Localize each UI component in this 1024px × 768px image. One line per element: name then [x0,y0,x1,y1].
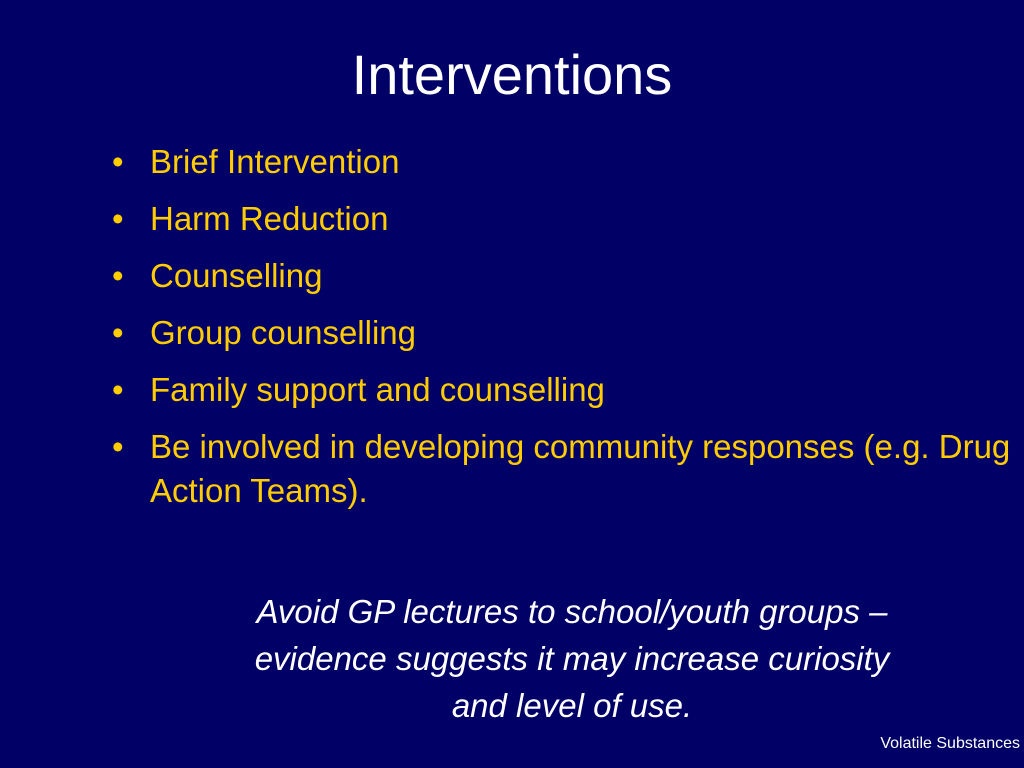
bullet-marker: • [112,200,124,237]
slide-footer: Volatile Substances [880,735,1020,752]
bullet-item [112,197,1012,241]
bullet-marker: • [112,143,124,180]
note-line: evidence suggests it may increase curiosity [254,640,890,677]
bullet-item [112,311,1012,355]
note-line: and level of use. [451,687,693,724]
bullet-text: Be involved in developing community responses (e.g. Drug Action Teams). [150,428,1011,509]
bullet-item [112,140,1012,184]
bullet-item [112,425,1012,513]
bullet-item [112,254,1012,298]
bullet-marker: • [112,257,124,294]
slide-title: Interventions [351,43,673,106]
bullet-text: Harm Reduction [150,200,389,237]
bullet-marker: • [112,371,124,408]
bullet-marker: • [112,428,124,465]
bullet-marker: • [112,314,124,351]
bullet-text: Family support and counselling [150,371,605,408]
bullet-item [112,368,1012,412]
bullet-list [112,140,1012,526]
bullet-text: Counselling [150,257,323,294]
italic-note [162,588,982,729]
note-line: Avoid GP lectures to school/youth groups – [256,593,888,630]
bullet-text: Brief Intervention [150,143,400,180]
bullet-text: Group counselling [150,314,416,351]
